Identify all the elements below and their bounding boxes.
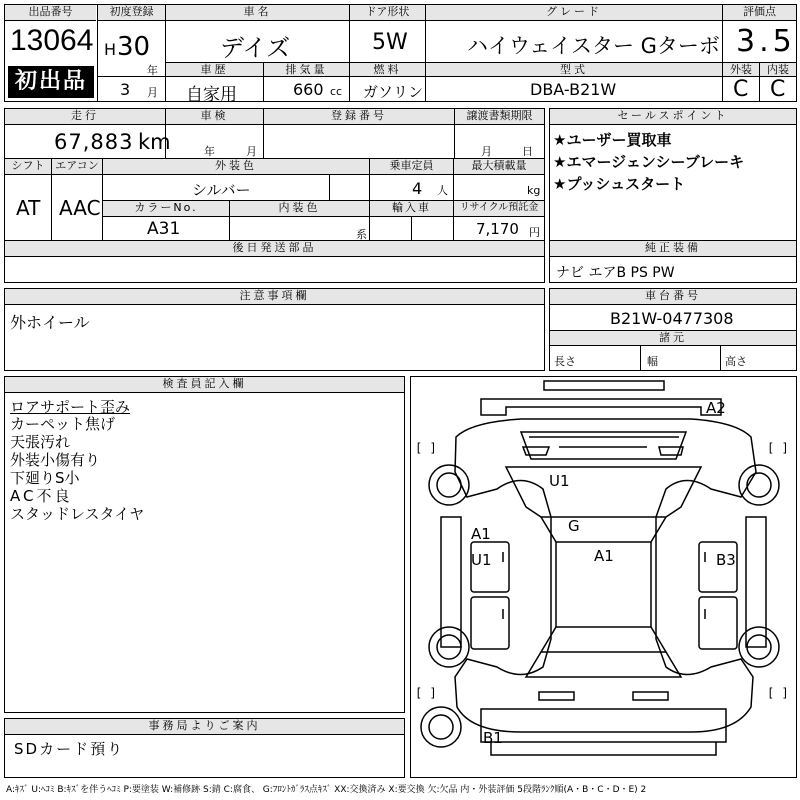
grade-label: グレード xyxy=(426,5,722,21)
model-label: 型式 xyxy=(426,63,722,77)
sales-label: セールスポイント xyxy=(550,109,796,125)
ext-color-label: 外装色 xyxy=(103,159,369,175)
shift-label: シフト xyxy=(5,159,51,175)
damage-mark: U1 xyxy=(471,551,492,569)
import-label: 輸入車 xyxy=(370,201,453,217)
car-outline-diagram xyxy=(411,377,796,777)
ac-label: エアコン xyxy=(52,159,102,175)
history-label: 車歴 xyxy=(166,63,263,77)
damage-mark: U1 xyxy=(549,472,570,490)
first-reg-label: 初度登録 xyxy=(98,5,165,21)
legend: A:ｷｽﾞ U:ﾍｺﾐ B:ｷｽﾞを伴うﾍｺﾐ P:要塗装 W:補修跡 S:錆 C:腐食、 G:ﾌﾛﾝﾄｶﾞﾗｽ点ｷｽﾞ XX:交換済み X:要交換 欠:欠品 内・外装評価 5段階ﾗﾝｸ順(A・B・C・D・E) 2 xyxy=(6,785,647,795)
inspection-month: 月 xyxy=(246,145,257,158)
damage-mark: A1 xyxy=(471,525,491,543)
capacity: 4 xyxy=(412,179,423,198)
interior-grade: C xyxy=(770,77,786,102)
displacement-unit: cc xyxy=(330,85,343,98)
year-unit: 年 xyxy=(147,64,158,77)
displacement-label: 排気量 xyxy=(264,63,349,77)
max-load-unit: kg xyxy=(527,184,541,197)
sales-point: ★プッシュスタート xyxy=(553,175,686,193)
mileage: 67,883 xyxy=(54,130,134,154)
svg-text:[ ]: [ ] xyxy=(415,441,437,455)
color-no-label: カラーNo. xyxy=(103,201,229,217)
model: DBA-B21W xyxy=(530,80,617,99)
mileage-unit: km xyxy=(138,130,171,154)
inspector-line: スタッドレスタイヤ xyxy=(10,505,145,523)
inspection-label: 車検 xyxy=(166,109,263,125)
recycle-label: リサイクル預託金 xyxy=(454,201,544,217)
office-text: SDカード預り xyxy=(14,740,125,758)
era: H xyxy=(104,40,117,59)
later-parts-label: 後日発送部品 xyxy=(5,241,544,257)
damage-mark: A2 xyxy=(706,399,726,417)
svg-text:[ ]: [ ] xyxy=(767,686,789,700)
displacement: 660 xyxy=(293,80,324,99)
car-diagram xyxy=(410,376,797,778)
svg-text:[ ]: [ ] xyxy=(415,686,437,700)
door-label: ドア形状 xyxy=(350,5,425,21)
inspector-line: 下廻りS小 xyxy=(10,469,80,487)
fuel: ガソリン xyxy=(363,83,424,101)
lot-number: 13064 xyxy=(10,24,94,57)
office-label: 事務局よりご案内 xyxy=(5,719,404,735)
notes-text: 外ホイール xyxy=(10,313,90,332)
score-label: 評価点 xyxy=(723,5,796,21)
recycle-unit: 円 xyxy=(529,226,540,239)
damage-mark: B1 xyxy=(483,729,503,747)
inspector-line: ロアサポート歪み xyxy=(10,398,131,416)
reg-month: 3 xyxy=(120,80,131,99)
inspector-line: 外装小傷有り xyxy=(10,451,101,469)
mileage-label: 走行 xyxy=(5,109,165,125)
damage-mark: A1 xyxy=(594,547,614,565)
recycle: 7,170 xyxy=(476,220,519,238)
sales-point: ★エマージェンシーブレーキ xyxy=(553,153,745,171)
height-label: 高さ xyxy=(725,355,747,368)
exterior-grade: C xyxy=(733,77,749,102)
lot-label: 出品番号 xyxy=(5,5,96,21)
length-label: 長さ xyxy=(554,355,576,368)
ac: AAC xyxy=(59,196,101,220)
equipment: ナビ エアB PS PW xyxy=(556,265,675,281)
reg-number-label: 登録番号 xyxy=(264,109,454,125)
door-type: 5W xyxy=(372,30,408,55)
inspector-label: 検査員記入欄 xyxy=(5,377,404,393)
history: 自家用 xyxy=(186,85,237,105)
chassis-label: 車台番号 xyxy=(550,289,796,305)
svg-text:[ ]: [ ] xyxy=(767,441,789,455)
transfer-label: 譲渡書類期限 xyxy=(455,109,544,125)
score: 3.5 xyxy=(736,24,796,59)
int-color-unit: 系 xyxy=(356,228,367,241)
capacity-unit: 人 xyxy=(437,184,448,197)
exterior-label: 外装 xyxy=(723,63,759,77)
width-label: 幅 xyxy=(647,355,658,368)
month-unit: 月 xyxy=(147,86,158,99)
shift: AT xyxy=(16,196,41,220)
ext-color: シルバー xyxy=(192,181,251,199)
transfer-month: 月 xyxy=(481,145,492,158)
inspector-line: カーペット焦げ xyxy=(10,415,116,433)
inspection-year: 年 xyxy=(204,145,215,158)
grade: ハイウェイスター Gターボ xyxy=(467,34,720,58)
first-listing-badge xyxy=(8,66,94,98)
fuel-label: 燃料 xyxy=(350,63,425,77)
equipment-label: 純正装備 xyxy=(550,241,796,257)
inspector-line: AC不良 xyxy=(10,487,73,505)
transfer-day: 日 xyxy=(522,145,533,158)
int-color-label: 内装色 xyxy=(230,201,369,217)
interior-label: 内装 xyxy=(760,63,796,77)
inspector-line: 天張汚れ xyxy=(10,433,71,451)
chassis-number: B21W-0477308 xyxy=(610,309,734,328)
color-no: A31 xyxy=(147,219,181,239)
notes-label: 注意事項欄 xyxy=(5,289,544,305)
damage-mark: B3 xyxy=(716,551,736,569)
capacity-label: 乗車定員 xyxy=(370,159,453,175)
car-name: デイズ xyxy=(220,34,291,62)
max-load-label: 最大積載量 xyxy=(454,159,544,175)
reg-year: 30 xyxy=(117,32,151,62)
dims-label: 諸元 xyxy=(550,331,796,346)
damage-mark: G xyxy=(568,517,580,535)
sales-point: ★ユーザー買取車 xyxy=(553,131,672,149)
first-listing-text: 初出品 xyxy=(14,69,87,94)
car-name-label: 車名 xyxy=(166,5,349,21)
